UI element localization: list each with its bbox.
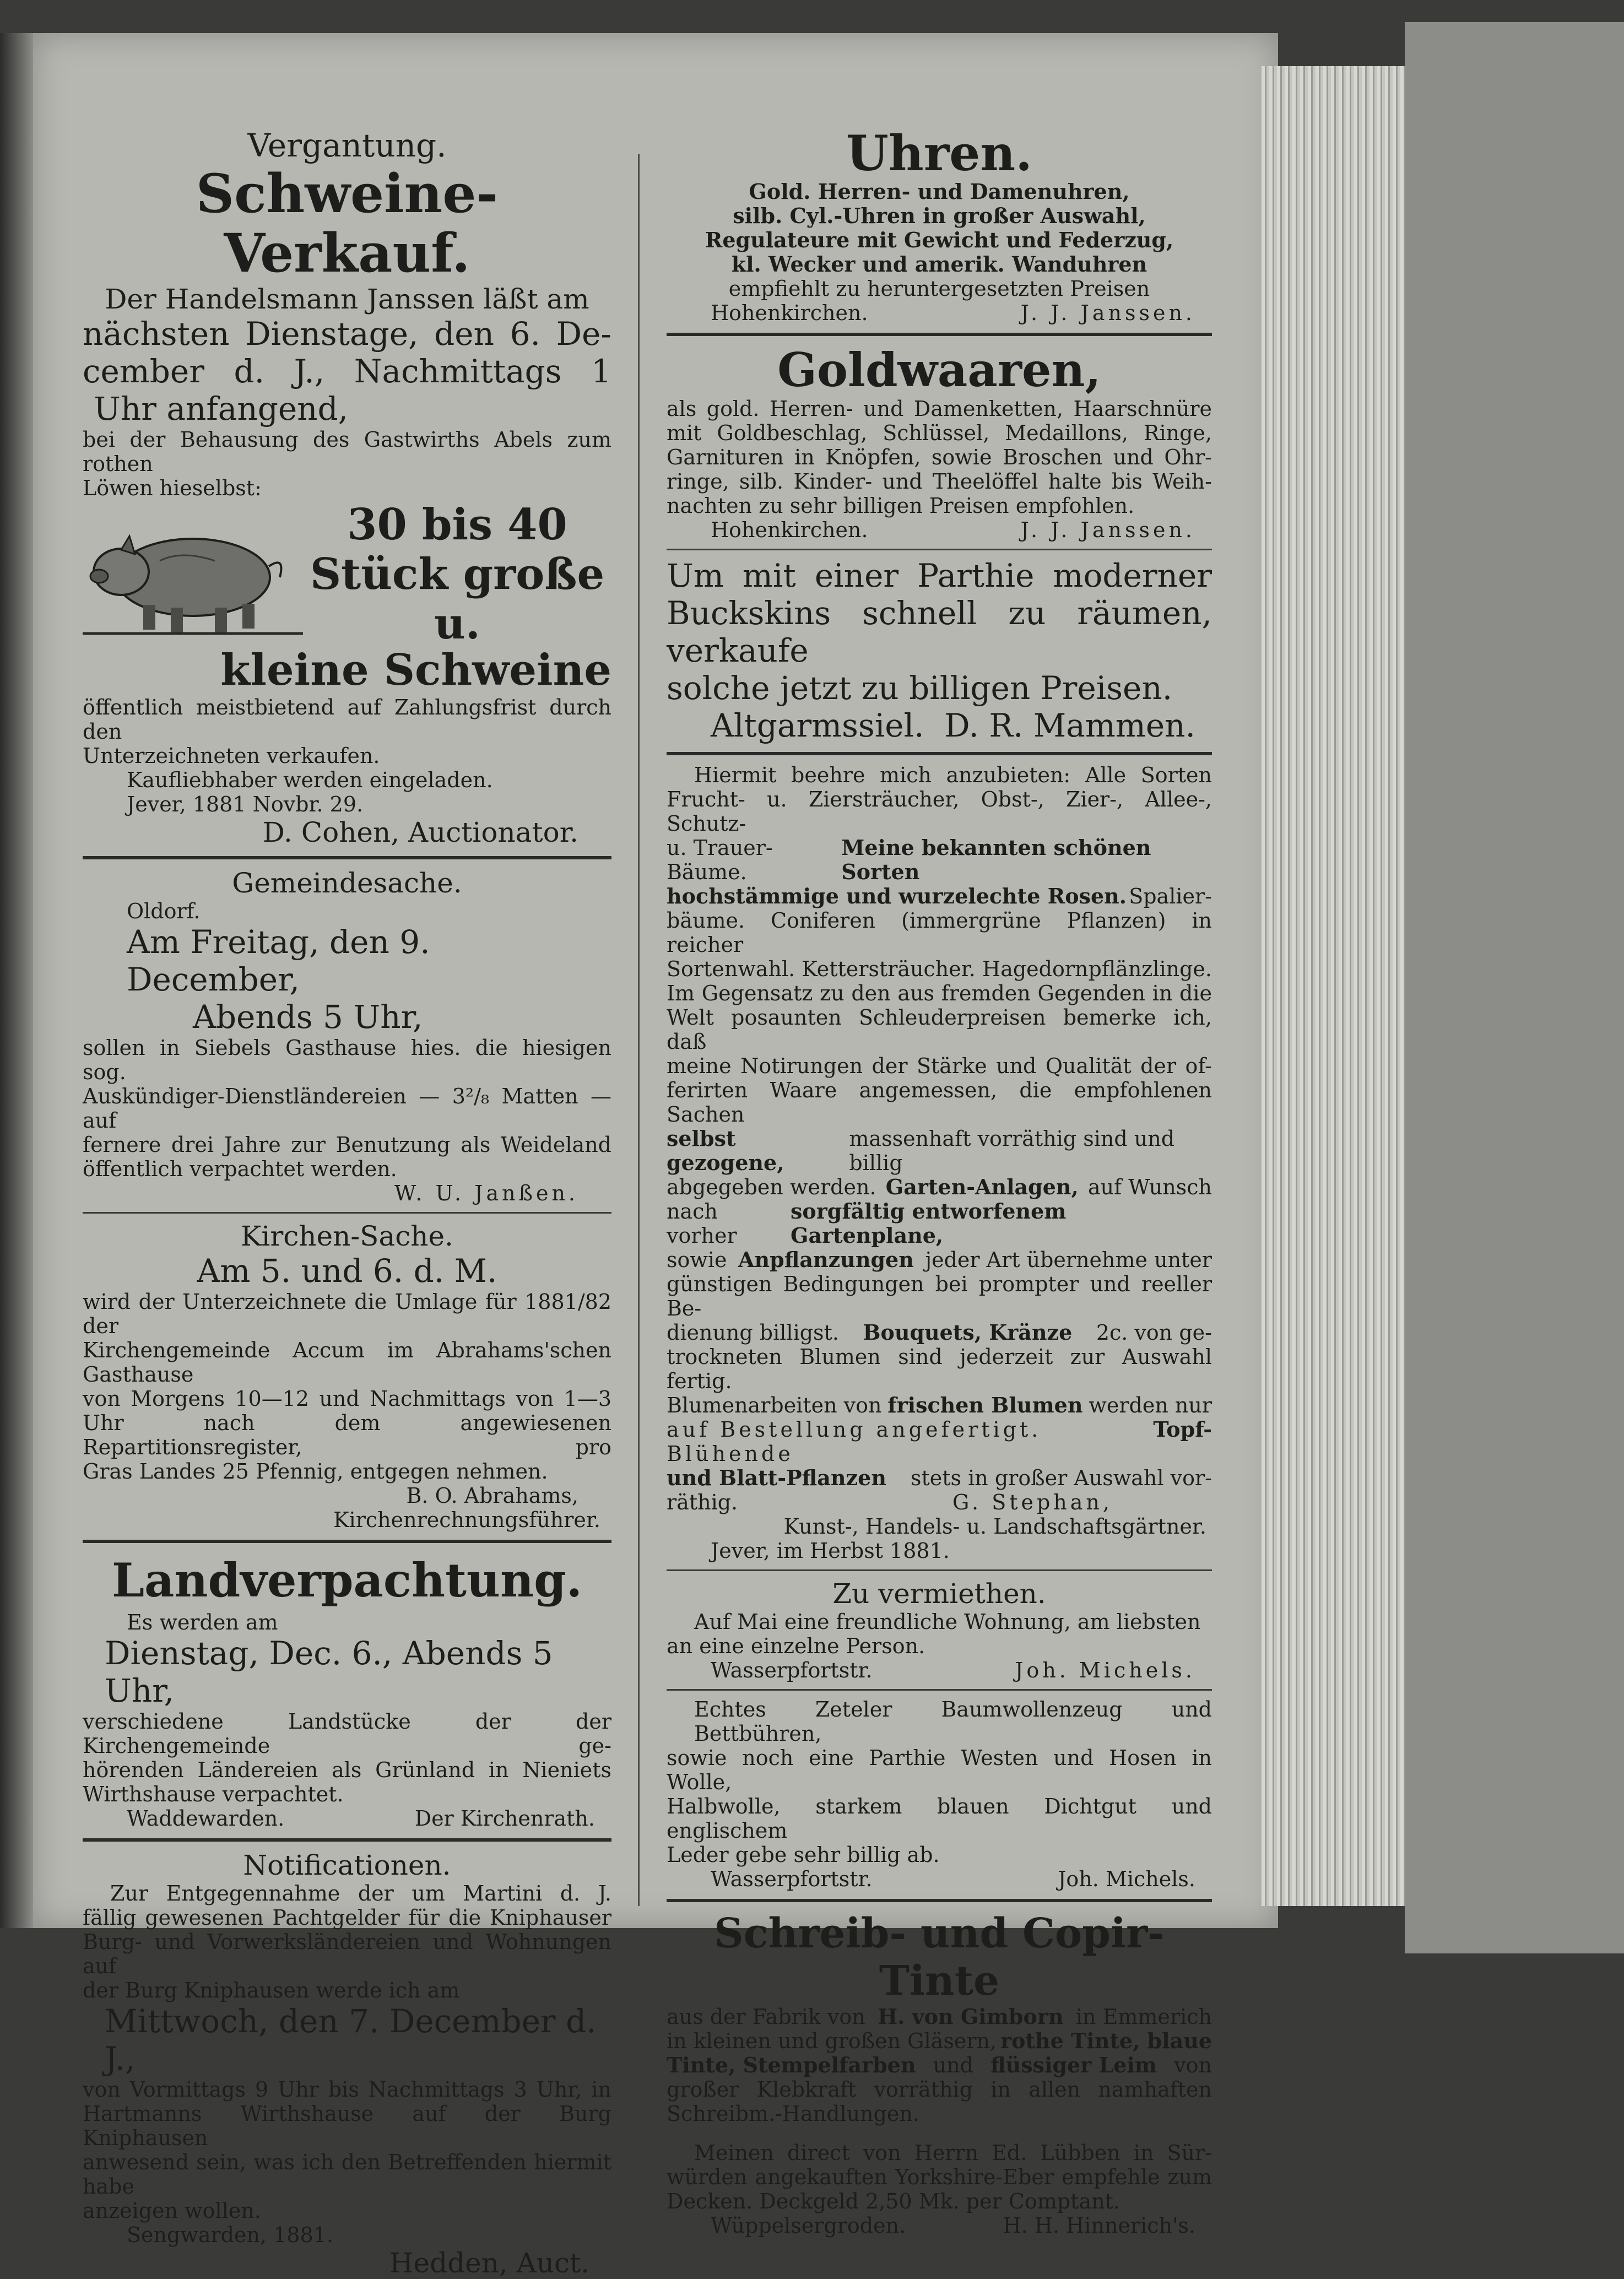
ad-line: sollen in Siebels Gasthause hies. die hiesigen sog.: [83, 1036, 611, 1084]
ad-line: hörenden Ländereien als Grünland in Nieniets: [83, 1758, 611, 1782]
ad-footer: [83, 1806, 611, 1831]
ad-signature: B. O. Abrahams,: [406, 1484, 578, 1508]
ad-text: auf Bestellung angefertigt. Blühende: [667, 1417, 1042, 1466]
pig-illustration-row: [83, 500, 611, 649]
ad-line: Sortenwahl. Kettersträucher. Hagedornpflänzlinge.: [667, 957, 1212, 981]
ad-line: Der Handelsmann Janssen läßt am: [105, 283, 589, 315]
ad-text-bold: Anpflanzungen: [738, 1247, 914, 1272]
ad-footer: [667, 518, 1212, 542]
ad-line: der Burg Kniphausen werde ich am: [83, 1978, 460, 2002]
left-column: [83, 127, 611, 2279]
ad-line: [667, 1490, 1212, 1514]
ad-text: Spalier-: [1129, 884, 1212, 908]
ad-footer: [667, 1658, 1212, 1682]
ad-text: massenhaft vorräthig sind und billig: [849, 1127, 1175, 1175]
book-cover-right: [1405, 22, 1624, 1953]
ad-line: meine Notirungen der Stärke und Qualität der of-: [667, 1054, 1212, 1078]
ad-line: großer Klebkraft vorräthig in allen namhaften: [667, 2077, 1212, 2102]
ad-text-bold: Bouquets, Kränze: [863, 1320, 1073, 1345]
ad-text: aus der Fabrik von: [667, 2005, 865, 2029]
ad-text: in Emmerich: [1075, 2005, 1212, 2029]
ad-landverpachtung: [83, 1551, 611, 1831]
ad-line: [667, 2005, 1212, 2029]
ad-text: räthig.: [667, 1490, 738, 1514]
right-column: [667, 124, 1212, 2238]
separator-rule: [83, 856, 611, 859]
ad-line: günstigen Bedingungen bei prompter und reeller Be-: [667, 1272, 1212, 1320]
separator-rule: [83, 1838, 611, 1842]
ad-line: ringe, silb. Kinder- und Theelöffel halte bis Weih-: [667, 469, 1212, 494]
column-divider: [638, 154, 640, 1906]
ad-text: Blumenarbeiten von: [667, 1393, 882, 1417]
ad-line: Kaufliebhaber werden eingeladen.: [127, 768, 493, 792]
ad-line: bei der Behausung des Gastwirths Abels zum rothen: [83, 427, 611, 476]
ad-line: ferirten Waare angemessen, die empfohlenen Sachen: [667, 1078, 1212, 1127]
ad-title: Notificationen.: [243, 1849, 451, 1881]
ad-buckskins: [667, 557, 1212, 744]
ad-line: Regulateure mit Gewicht und Federzug,: [705, 228, 1174, 252]
ad-text-bold: rothe Tinte, blaue: [1000, 2028, 1212, 2053]
ad-line: Mittwoch, den 7. December d. J.,: [105, 2002, 597, 2077]
ad-line: Wirthshause verpachtet.: [83, 1782, 344, 1806]
ad-line: Meinen direct von Herrn Ed. Lübben in Sür-: [694, 2141, 1212, 2165]
ad-line: Hartmanns Wirthshause auf der Burg Kniphausen: [83, 2102, 611, 2150]
ad-place: Hohenkirchen.: [711, 518, 868, 542]
ad-line: solche jetzt zu billigen Preisen.: [667, 669, 1173, 707]
ad-signature-title: Kirchenrechnungsführer.: [333, 1508, 600, 1532]
ad-text: nach vorher: [667, 1199, 737, 1248]
ad-signature: J. J. Janssen.: [1020, 518, 1195, 542]
ad-line: Löwen hieselbst:: [83, 476, 262, 500]
separator-rule: [667, 2132, 1212, 2134]
separator-rule: [667, 1899, 1212, 1902]
ad-line: anzeigen wollen.: [83, 2199, 261, 2223]
ad-date: Jever, im Herbst 1881.: [711, 1539, 950, 1563]
ad-line: Auskündiger-Dienstländereien — 3²/₈ Matten — auf: [83, 1084, 611, 1133]
ad-text: von: [1174, 2053, 1212, 2077]
ad-place: Wüppelsergroden.: [711, 2213, 906, 2238]
ad-line: Um mit einer Parthie moderner: [667, 557, 1212, 594]
ad-date: Jever, 1881 Novbr. 29.: [127, 792, 364, 816]
ad-heading: Vergantung.: [247, 127, 447, 164]
separator-rule: [83, 1212, 611, 1214]
ad-zu-vermiethen: [667, 1578, 1212, 1682]
pig-ad-headline: [303, 500, 611, 649]
ad-place: Hohenkirchen.: [711, 301, 868, 325]
ad-signature: D. Cohen, Auctionator.: [262, 816, 578, 848]
ad-title: Uhren.: [846, 124, 1032, 182]
separator-rule: [667, 1569, 1212, 1571]
ad-baumwollenzeug: [667, 1697, 1212, 1891]
ad-line: silb. Cyl.-Uhren in großer Auswahl,: [733, 203, 1146, 228]
ad-line: Uhr anfangend,: [94, 390, 349, 427]
ad-line: fällig gewesenen Pachtgelder für die Kniphauser: [83, 1906, 611, 1930]
ad-line: würden angekauften Yorkshire-Eber empfehle zum: [667, 2165, 1212, 2189]
ad-line: Es werden am: [127, 1610, 278, 1634]
ad-line: Am Freitag, den 9. December,: [127, 923, 430, 998]
ad-line: Uhr nach dem angewiesenen Repartitionsregister, pro: [83, 1411, 611, 1459]
ad-line: verschiedene Landstücke der der Kirchengemeinde ge-: [83, 1709, 611, 1758]
ad-footer: [667, 301, 1212, 325]
ad-line: öffentlich meistbietend auf Zahlungsfrist durch den: [83, 695, 611, 744]
ad-text-bold: Garten-Anlagen,: [885, 1174, 1079, 1199]
separator-rule: [667, 333, 1212, 336]
ad-line: öffentlich verpachtet werden.: [83, 1157, 397, 1181]
ad-text: sowie: [667, 1248, 727, 1272]
ad-line: Unterzeichneten verkaufen.: [83, 744, 380, 768]
page-stack-edge: [1262, 66, 1405, 1906]
ad-title: Schreib- und Copir-Tinte: [714, 1910, 1165, 2005]
ad-place: Altgarmssiel.: [711, 707, 924, 744]
ad-line: Dienstag, Dec. 6., Abends 5 Uhr,: [105, 1634, 553, 1709]
ad-line: Welt posaunten Schleuderpreisen bemerke ich, daß: [667, 1005, 1212, 1054]
ad-text-bold: hochstämmige und wurzelechte Rosen.: [667, 884, 1127, 908]
ad-line: cember d. J., Nachmittags 1: [83, 353, 611, 390]
ad-line: als gold. Herren- und Damenketten, Haarschnüre: [667, 397, 1212, 421]
ad-line: Kirchengemeinde Accum im Abrahams'schen Gasthause: [83, 1338, 611, 1387]
ad-line: Echtes Zeteler Baumwollenzeug und Bettbühren,: [694, 1697, 1212, 1746]
ad-footer: [667, 2213, 1212, 2238]
ad-gemeindesache: [83, 867, 611, 1205]
ad-signature: Hedden, Auct.: [389, 2247, 589, 2279]
ad-line: fernere drei Jahre zur Benutzung als Weideland: [83, 1133, 611, 1157]
ad-schweine-verkauf: [83, 127, 611, 848]
ad-place: Oldorf.: [127, 899, 201, 923]
ad-line: wird der Unterzeichnete die Umlage für 1881/82 der: [83, 1290, 611, 1338]
separator-rule: [667, 549, 1212, 550]
ad-line: Leder gebe sehr billig ab.: [667, 1843, 940, 1867]
separator-rule: [667, 752, 1212, 755]
ad-line: nächsten Dienstage, den 6. De-: [83, 315, 611, 353]
ad-line: bäume. Coniferen (immergrüne Pflanzen) in reicher: [667, 908, 1212, 957]
ad-line: Halbwolle, starkem blauen Dichtgut und englischem: [667, 1794, 1212, 1843]
ad-text: auf Wunsch: [1088, 1175, 1212, 1199]
ad-yorkshire-eber: [667, 2141, 1212, 2238]
ad-signature: Joh. Michels.: [1058, 1867, 1195, 1891]
ad-text-bold: Meine bekannten schönen Sorten: [841, 835, 1151, 884]
ad-notificationen: [83, 1849, 611, 2279]
pig-illustration-icon: [83, 511, 303, 638]
ad-line: Buckskins schnell zu räumen, verkaufe: [667, 594, 1212, 669]
ad-signature: D. R. Mammen.: [944, 707, 1195, 744]
ad-kirchen-sache: [83, 1220, 611, 1532]
ad-line: [667, 836, 1212, 884]
ad-line: Burg- und Vorwerksländereien und Wohnungen auf: [83, 1930, 611, 1978]
ad-line: Schreibm.-Handlungen.: [667, 2102, 919, 2126]
ad-signature: Der Kirchenrath.: [414, 1806, 595, 1831]
ad-title: Kirchen-Sache.: [241, 1220, 453, 1252]
separator-rule: [83, 1540, 611, 1543]
ad-text-bold: frischen Blumen: [887, 1393, 1083, 1417]
ad-title: Gemeindesache.: [232, 867, 462, 899]
ad-line: empfiehlt zu heruntergesetzten Preisen: [728, 277, 1150, 301]
ad-text: in kleinen und großen Gläsern,: [667, 2029, 997, 2053]
ad-line: anwesend sein, was ich den Betreffenden hiermit habe: [83, 2150, 611, 2199]
ad-line: Gold. Herren- und Damenuhren,: [749, 179, 1130, 204]
ad-line: Garnituren in Knöpfen, sowie Broschen und Ohr-: [667, 445, 1212, 469]
ad-text-bold: und Blatt-Pflanzen: [667, 1465, 886, 1490]
ad-big-line: Stück große u.: [310, 549, 605, 649]
ad-title: Landverpachtung.: [111, 1553, 583, 1607]
ad-big-line: kleine Schweine: [220, 645, 611, 695]
ad-line: [667, 1466, 1212, 1490]
ad-line: Decken. Deckgeld 2,50 Mk. per Comptant.: [667, 2189, 1120, 2213]
ad-text: stets in großer Auswahl vor-: [911, 1466, 1212, 1490]
ad-signature-title: Kunst-, Handels- u. Landschaftsgärtner.: [783, 1514, 1206, 1539]
ad-signature: H. H. Hinnerich's.: [1003, 2213, 1195, 2238]
ad-signature: G. Stephan,: [952, 1490, 1113, 1514]
ad-line: mit Goldbeschlag, Schlüssel, Medaillons, Ringe,: [667, 421, 1212, 445]
ad-text: werden nur: [1089, 1393, 1212, 1417]
ad-line: Auf Mai eine freundliche Wohnung, am liebsten: [694, 1610, 1201, 1634]
ad-line: [667, 1417, 1212, 1466]
ad-text-bold: Tinte, Stempelfarben: [667, 2053, 916, 2077]
ad-footer: [667, 707, 1212, 744]
ad-line: [667, 1320, 1212, 1345]
ad-line: Abends 5 Uhr,: [193, 998, 423, 1036]
ad-line: Hiermit beehre mich anzubieten: Alle Sorten: [694, 763, 1212, 787]
ad-text: 2c. von ge-: [1096, 1320, 1212, 1345]
ad-line: kl. Wecker und amerik. Wanduhren: [731, 252, 1147, 277]
ad-line: Frucht- u. Ziersträucher, Obst-, Zier-, Allee-, Schutz-: [667, 787, 1212, 836]
ad-line: [667, 2053, 1212, 2077]
ad-line: sowie noch eine Parthie Westen und Hosen in Wolle,: [667, 1746, 1212, 1794]
ad-goldwaaren: [667, 344, 1212, 542]
ad-line: [667, 2029, 1212, 2053]
ad-signature: W. U. Janßen.: [394, 1181, 578, 1205]
ad-line: nachten zu sehr billigen Preisen empfohlen.: [667, 494, 1135, 518]
ad-tinte: [667, 1910, 1212, 2126]
ad-text: dienung billigst.: [667, 1320, 839, 1345]
ad-text: u. Trauer-Bäume.: [667, 836, 773, 884]
ad-title: Schweine-Verkauf.: [196, 163, 499, 284]
ad-big-line: 30 bis 40: [347, 500, 567, 550]
ad-line: von Morgens 10—12 und Nachmittags von 1—3: [83, 1387, 611, 1411]
ad-date: Sengwarden, 1881.: [127, 2223, 333, 2247]
ad-line: Gras Landes 25 Pfennig, entgegen nehmen.: [83, 1459, 548, 1484]
ad-line: [667, 1127, 1212, 1175]
ad-line: Am 5. und 6. d. M.: [197, 1252, 497, 1290]
ad-text: jeder Art übernehme unter: [925, 1248, 1212, 1272]
ad-text: abgegeben werden.: [667, 1175, 876, 1199]
ad-uhren: [667, 124, 1212, 325]
ad-text-bold: flüssiger Leim: [990, 2053, 1157, 2077]
ad-line: [667, 1248, 1212, 1272]
ad-footer: [667, 1867, 1212, 1891]
ad-text-bold: selbst gezogene,: [667, 1126, 784, 1175]
ad-title: Zu vermiethen.: [832, 1578, 1046, 1610]
ad-text-bold: sorgfältig entworfenem Gartenplane,: [791, 1199, 1067, 1248]
ad-line: trockneten Blumen sind jederzeit zur Auswahl fertig.: [667, 1345, 1212, 1393]
ad-place: Wasserpfortstr.: [711, 1658, 873, 1682]
ad-text-bold: Topf-: [1153, 1417, 1212, 1442]
ad-line: [667, 1199, 1212, 1248]
ad-text: und: [933, 2053, 973, 2077]
ad-title: Goldwaaren,: [777, 343, 1101, 397]
ad-line: Zur Entgegennahme der um Martini d. J.: [110, 1881, 611, 1906]
ad-place: Waddewarden.: [127, 1806, 285, 1831]
ad-line: an eine einzelne Person.: [667, 1634, 925, 1658]
ad-line: [667, 1393, 1212, 1417]
ad-text-bold: H. von Gimborn: [878, 2004, 1064, 2029]
ad-line: [667, 884, 1212, 908]
separator-rule: [667, 1689, 1212, 1691]
ad-gaertnerei: [667, 763, 1212, 1563]
ad-signature: J. J. Janssen.: [1020, 301, 1195, 325]
ad-line: von Vormittags 9 Uhr bis Nachmittags 3 Uhr, in: [83, 2077, 611, 2102]
ad-place: Wasserpfortstr.: [711, 1867, 873, 1891]
ad-signature: Joh. Michels.: [1015, 1658, 1195, 1682]
ad-line: [667, 1175, 1212, 1199]
ad-line: Im Gegensatz zu den aus fremden Gegenden in die: [667, 981, 1212, 1005]
